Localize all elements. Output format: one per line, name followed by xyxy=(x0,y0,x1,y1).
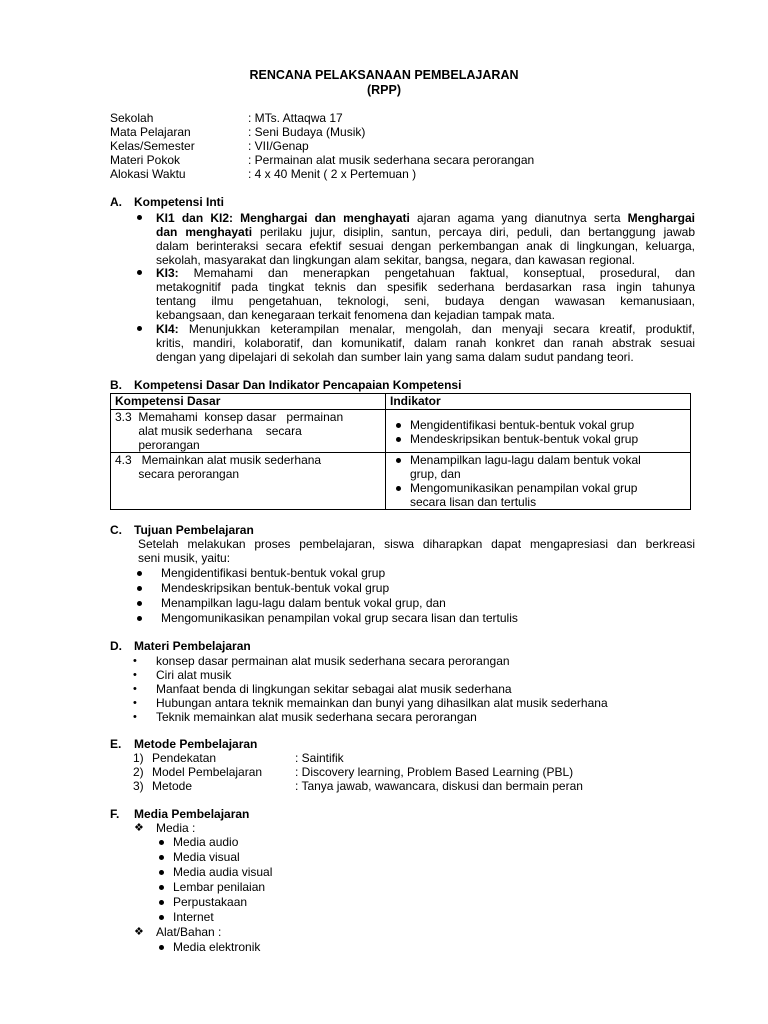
metode-label: Metode xyxy=(152,779,193,793)
alat-bahan-label: Alat/Bahan : xyxy=(156,925,222,939)
section-d-letter: D. xyxy=(110,639,122,653)
ki3-line4: kebangsaan, dan kenegaraan terkait fenomena dan kejadian tampak mata. xyxy=(156,308,555,322)
section-f-heading: Media Pembelajaran xyxy=(134,807,250,821)
bullet-dot-icon xyxy=(137,270,142,275)
media-item: Media visual xyxy=(173,850,240,864)
ki1-line2: dan menghayati perilaku jujur, disiplin, santun, percaya diri, peduli, dan bertanggung jawab xyxy=(156,225,695,239)
section-c-letter: C. xyxy=(110,523,122,537)
alat-item: Media elektronik xyxy=(173,940,261,954)
section-a-letter: A. xyxy=(110,195,122,209)
tujuan-intro-line1: Setelah melakukan proses pembelajaran, siswa diharapkan dapat mengapresiasi dan berkreasi xyxy=(138,537,695,551)
media-item: Internet xyxy=(173,910,214,924)
tujuan-intro-line2: seni musik, yaitu: xyxy=(138,551,231,565)
table-header-kd: Kompetensi Dasar xyxy=(111,394,386,410)
media-item: Media audia visual xyxy=(173,865,273,879)
table-cell-indikator: Menampilkan lagu-lagu dalam bentuk vokal grup, dan Mengomunikasikan penampilan vokal grup secara lisan dan tertulis xyxy=(386,453,691,510)
bullet-dot-icon xyxy=(159,855,164,860)
table-cell-indikator: Mengidentifikasi bentuk-bentuk vokal grup Mendeskripsikan bentuk-bentuk vokal grup xyxy=(386,410,691,453)
bullet-icon: • xyxy=(133,683,137,695)
ki4-line1: KI4: Menunjukkan keterampilan menalar, mengolah, dan menyaji secara kreatif, produktif, xyxy=(156,322,695,336)
metode-value: : Tanya jawab, wawancara, diskusi dan bermain peran xyxy=(295,779,583,793)
metode-number: 2) xyxy=(133,765,144,779)
materi-item: Hubungan antara teknik memainkan dan bunyi yang dihasilkan alat musik sederhana xyxy=(156,696,608,710)
document-title: RENCANA PELAKSANAAN PEMBELAJARAN xyxy=(249,68,519,82)
materi-item: Ciri alat musik xyxy=(156,668,232,682)
identity-label-sekolah: Sekolah xyxy=(110,111,154,125)
tujuan-item: Mengomunikasikan penampilan vokal grup secara lisan dan tertulis xyxy=(161,611,518,625)
bullet-dot-icon xyxy=(159,915,164,920)
tujuan-item: Mendeskripsikan bentuk-bentuk vokal grup xyxy=(161,581,390,595)
ki1-line3: dalam berinteraksi secara efektif sesuai dengan perkembangan anak di lingkungan, keluarga, xyxy=(156,239,695,253)
table-row xyxy=(111,410,691,453)
diamond-bullet-icon: ❖ xyxy=(134,822,144,834)
tujuan-item: Menampilkan lagu-lagu dalam bentuk vokal grup, dan xyxy=(161,596,446,610)
section-a-heading: Kompetensi Inti xyxy=(134,195,225,209)
table-cell-kd: 3.3 Memahami konsep dasar permainan alat musik sederhana secara perorangan xyxy=(111,410,386,453)
ki3-line1: KI3: Memahami dan menerapkan pengetahuan faktual, konseptual, prosedural, dan xyxy=(156,266,695,280)
bullet-icon: • xyxy=(133,655,137,667)
bullet-dot-icon xyxy=(137,601,142,606)
bullet-dot-icon xyxy=(159,840,164,845)
ki1-line1: KI1 dan KI2: Menghargai dan menghayati ajaran agama yang dianutnya serta Menghargai xyxy=(156,211,695,225)
identity-value-mapel: : Seni Budaya (Musik) xyxy=(248,125,366,139)
ki4-line3: dengan yang dipelajari di sekolah dan sumber lain yang sama dalam sudut pandang teori. xyxy=(156,350,634,364)
table-row xyxy=(111,453,691,510)
document-subtitle: (RPP) xyxy=(366,83,402,97)
section-b-heading: Kompetensi Dasar Dan Indikator Pencapaian Kompetensi xyxy=(134,378,462,392)
diamond-bullet-icon: ❖ xyxy=(134,926,144,938)
bullet-dot-icon xyxy=(159,945,164,950)
metode-label: Model Pembelajaran xyxy=(152,765,263,779)
ki4-line2: kritis, mandiri, kolaboratif, dan komunikatif, dalam ranah konkret dan ranah abstrak sesuai xyxy=(156,336,695,350)
ki3-line2: metakognitif pada tingkat teknis dan spesifik sederhana berdasarkan rasa ingin tahunya xyxy=(156,280,695,294)
identity-value-materi: : Permainan alat musik sederhana secara perorangan xyxy=(248,153,535,167)
bullet-icon: • xyxy=(133,711,137,723)
section-e-heading: Metode Pembelajaran xyxy=(134,737,258,751)
metode-number: 3) xyxy=(133,779,144,793)
media-item: Lembar penilaian xyxy=(173,880,266,894)
bullet-dot-icon xyxy=(137,215,142,220)
bullet-dot-icon xyxy=(159,900,164,905)
section-b-letter: B. xyxy=(110,378,122,392)
materi-item: Teknik memainkan alat musik sederhana secara perorangan xyxy=(156,710,477,724)
bullet-dot-icon xyxy=(396,458,401,463)
kompetensi-table xyxy=(110,393,691,510)
bullet-dot-icon xyxy=(396,437,401,442)
section-f-letter: F. xyxy=(110,807,120,821)
bullet-dot-icon xyxy=(137,586,142,591)
bullet-dot-icon xyxy=(137,326,142,331)
table-header-indikator: Indikator xyxy=(386,394,691,410)
identity-label-mapel: Mata Pelajaran xyxy=(110,125,191,139)
identity-value-alokasi: : 4 x 40 Menit ( 2 x Pertemuan ) xyxy=(248,167,417,181)
materi-item: Manfaat benda di lingkungan sekitar sebagai alat musik sederhana xyxy=(156,682,512,696)
media-item: Media audio xyxy=(173,835,239,849)
ki3-line3: tentang ilmu pengetahuan, teknologi, seni, budaya dengan wawasan kemanusiaan, xyxy=(156,294,695,308)
identity-value-kelas: : VII/Genap xyxy=(248,139,309,153)
bullet-dot-icon xyxy=(396,486,401,491)
bullet-dot-icon xyxy=(137,616,142,621)
bullet-icon: • xyxy=(133,697,137,709)
table-header-row xyxy=(111,394,691,410)
metode-value: : Saintifik xyxy=(295,751,344,765)
bullet-dot-icon xyxy=(396,423,401,428)
metode-value: : Discovery learning, Problem Based Learning (PBL) xyxy=(295,765,574,779)
identity-label-kelas: Kelas/Semester xyxy=(110,139,195,153)
identity-value-sekolah: : MTs. Attaqwa 17 xyxy=(248,111,343,125)
section-e-letter: E. xyxy=(110,737,122,751)
metode-number: 1) xyxy=(133,751,144,765)
identity-label-alokasi: Alokasi Waktu xyxy=(110,167,186,181)
tujuan-item: Mengidentifikasi bentuk-bentuk vokal grup xyxy=(161,566,386,580)
materi-item: konsep dasar permainan alat musik sederhana secara perorangan xyxy=(156,654,510,668)
media-item: Perpustakaan xyxy=(173,895,248,909)
section-d-heading: Materi Pembelajaran xyxy=(134,639,251,653)
ki1-line4: sekolah, masyarakat dan lingkungan alam sekitar, bangsa, negara, dan kawasan regional. xyxy=(156,253,635,267)
bullet-dot-icon xyxy=(159,870,164,875)
media-label: Media : xyxy=(156,821,196,835)
bullet-dot-icon xyxy=(159,885,164,890)
table-cell-kd: 4.3 Memainkan alat musik sederhana secara perorangan xyxy=(111,453,386,510)
metode-label: Pendekatan xyxy=(152,751,217,765)
bullet-dot-icon xyxy=(137,571,142,576)
identity-label-materi: Materi Pokok xyxy=(110,153,181,167)
section-c-heading: Tujuan Pembelajaran xyxy=(134,523,254,537)
bullet-icon: • xyxy=(133,669,137,681)
